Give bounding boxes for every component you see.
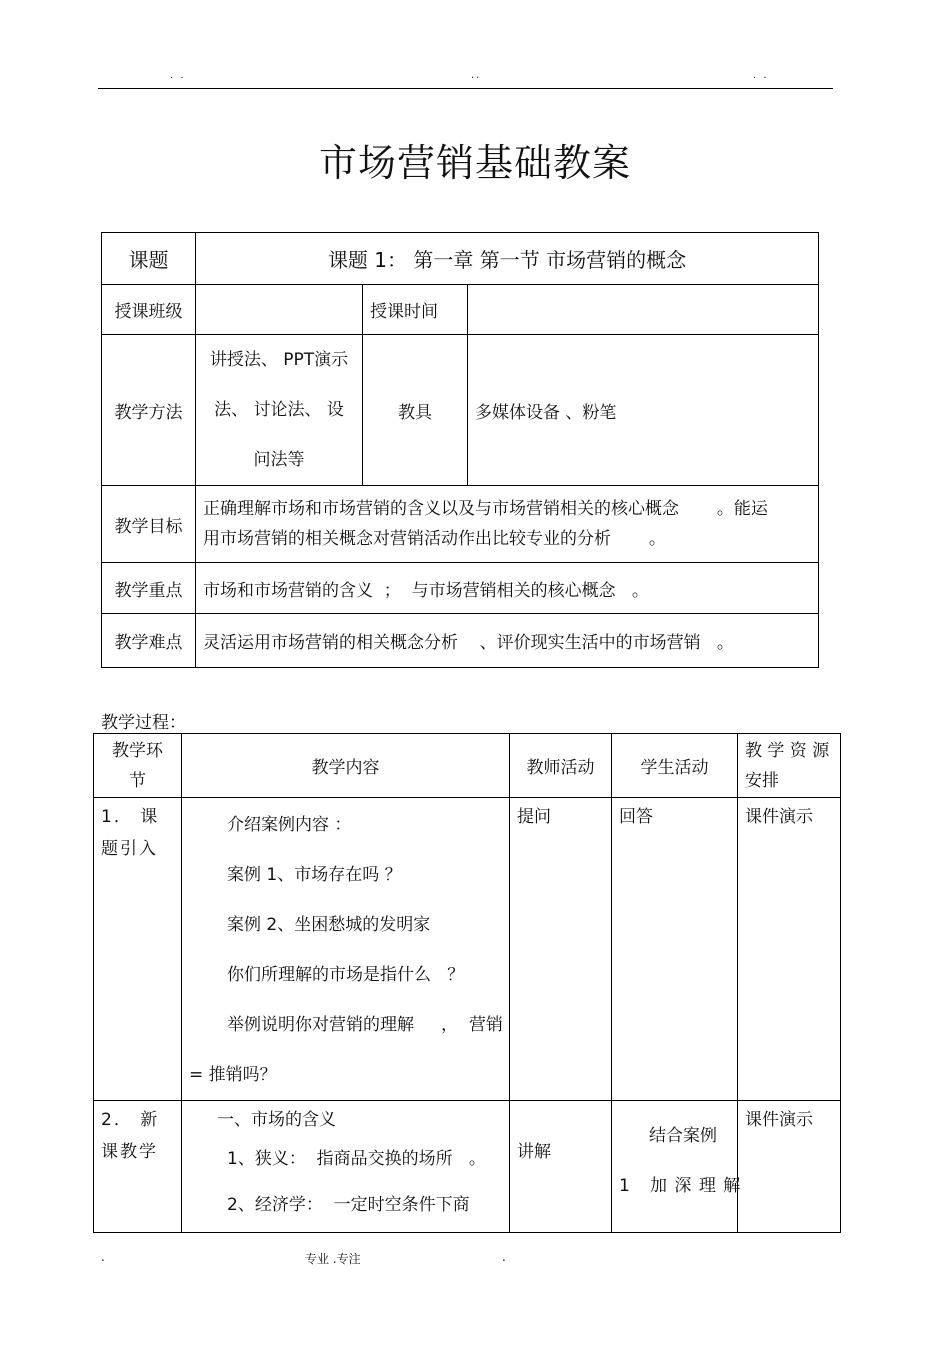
subject-value: 课题 1： 第一章 第一节 市场营销的概念 xyxy=(196,233,819,285)
page-header xyxy=(98,70,833,89)
header-resource xyxy=(738,734,841,798)
goal-line: 用市场营销的相关概念对营销活动作出比较专业的分析 。 xyxy=(203,529,666,549)
row1-student: 回答 xyxy=(612,798,738,1101)
row1-resource: 课件演示 xyxy=(738,798,841,1101)
student-line: 结合案例 xyxy=(649,1126,717,1146)
goal-line: 正确理解市场和市场营销的含义以及与市场营销相关的核心概念 。能运 xyxy=(203,499,768,519)
content-line: 案例 1、市场存在吗 ？ xyxy=(227,865,402,885)
method-line: 法、 讨论法、 设 xyxy=(214,400,344,420)
difficulty-value: 灵活运用市场营销的相关概念分析 、评价现实生活中的市场营销 。 xyxy=(196,614,819,668)
content-line: 2、经济学： 一定时空条件下商 xyxy=(227,1195,470,1215)
tools-label: 教具 xyxy=(363,335,468,486)
footer-left: . xyxy=(101,1250,105,1264)
content-line: 举例说明你对营销的理解 ， 营销 xyxy=(227,1015,503,1035)
method-value xyxy=(196,335,363,486)
document-title: 市场营销基础教案 xyxy=(318,141,631,185)
header-content: 教学内容 xyxy=(182,734,510,798)
goal-value xyxy=(196,486,819,563)
stage-line: 课教学 xyxy=(101,1142,158,1162)
process-table xyxy=(93,733,841,1233)
header-teacher: 教师活动 xyxy=(510,734,612,798)
time-value xyxy=(468,285,819,335)
process-label: 教学过程： xyxy=(101,713,186,733)
row1-content xyxy=(182,798,510,1101)
content-line: 介绍案例内容 ： xyxy=(227,815,352,835)
content-line: 一、市场的含义 xyxy=(217,1110,336,1130)
header-resource-line: 安排 xyxy=(745,770,779,791)
row2-content xyxy=(182,1101,510,1233)
time-label: 授课时间 xyxy=(363,285,468,335)
row2-teacher: 讲解 xyxy=(510,1101,612,1233)
footer-center: 专业 .专注 xyxy=(305,1252,361,1266)
stage-line: 1． 课 xyxy=(101,807,160,827)
row2-stage xyxy=(94,1101,182,1233)
difficulty-label: 教学难点 xyxy=(102,614,196,668)
student-line: 1 加 深 理 解 xyxy=(619,1176,742,1196)
content-line: = 推销吗？ xyxy=(189,1065,277,1085)
header-student: 学生活动 xyxy=(612,734,738,798)
header-left-dots: . . xyxy=(170,70,186,81)
lesson-info-table xyxy=(101,232,819,668)
subject-label: 课题 xyxy=(102,233,196,285)
row2-resource: 课件演示 xyxy=(738,1101,841,1233)
key-value: 市场和市场营销的含义 ； 与市场营销相关的核心概念 。 xyxy=(196,563,819,614)
key-label: 教学重点 xyxy=(102,563,196,614)
row1-teacher: 提问 xyxy=(510,798,612,1101)
header-resource-line: 教 学 资 源 xyxy=(745,740,830,761)
method-line: 问法等 xyxy=(253,450,305,470)
content-line: 案例 2、坐困愁城的发明家 xyxy=(227,915,431,935)
stage-line: 题引入 xyxy=(101,839,158,859)
content-line: 1、狭义： 指商品交换的场所 。 xyxy=(227,1149,486,1169)
row1-stage xyxy=(94,798,182,1101)
row2-student xyxy=(612,1101,742,1233)
stage-line: 2． 新 xyxy=(101,1110,160,1130)
header-right-dots: . . xyxy=(753,70,769,81)
content-line: 你们所理解的市场是指什么 ？ xyxy=(227,965,465,985)
footer-right: . xyxy=(502,1250,506,1264)
method-line: 讲授法、 PPT演示 xyxy=(209,350,349,370)
class-value xyxy=(196,285,363,335)
header-stage xyxy=(94,734,182,798)
goal-label: 教学目标 xyxy=(102,486,196,563)
method-label: 教学方法 xyxy=(102,335,196,486)
header-stage-line: 教学环 xyxy=(112,740,163,761)
class-label: 授课班级 xyxy=(102,285,196,335)
header-center-dots: .. xyxy=(471,70,482,81)
header-stage-line: 节 xyxy=(129,770,146,791)
tools-value: 多媒体设备 、粉笔 xyxy=(468,335,819,486)
